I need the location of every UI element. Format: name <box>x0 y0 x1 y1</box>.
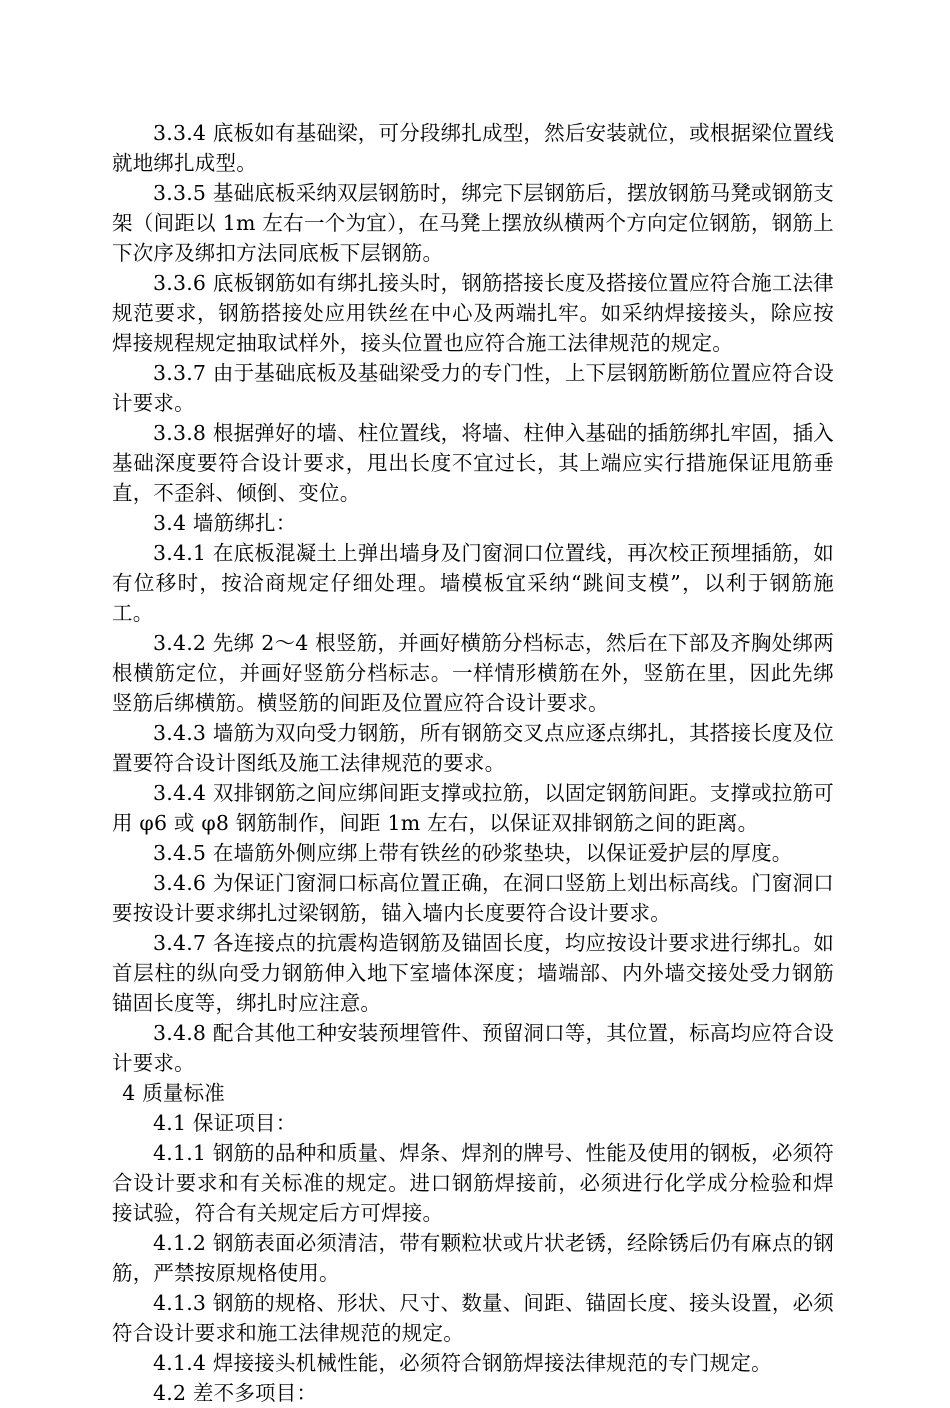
paragraph-3-4-3: 3.4.3 墙筋为双向受力钢筋，所有钢筋交叉点应逐点绑扎，其搭接长度及位置要符合设计图纸及施工法律规范的要求。 <box>112 721 834 775</box>
paragraph-3-4-5: 3.4.5 在墙筋外侧应绑上带有铁丝的砂浆垫块，以保证爱护层的厚度。 <box>153 841 793 865</box>
paragraph-3-4-4: 3.4.4 双排钢筋之间应绑间距支撑或拉筋，以固定钢筋间距。支撑或拉筋可用 φ6 或 φ8 钢筋制作，间距 1m 左右，以保证双排钢筋之间的距离。 <box>112 781 834 835</box>
paragraph-4-1-2: 4.1.2 钢筋表面必须清洁，带有颗粒状或片状老锈，经除锈后仍有麻点的钢筋，严禁按原规格使用。 <box>112 1231 834 1285</box>
document-page <box>112 118 834 1408</box>
paragraph-4-1-4: 4.1.4 焊接接头机械性能，必须符合钢筋焊接法律规范的专门规定。 <box>153 1351 772 1375</box>
paragraph-3-4-8: 3.4.8 配合其他工种安装预埋管件、预留洞口等，其位置，标高均应符合设计要求。 <box>112 1021 834 1075</box>
paragraph-3-4-2: 3.4.2 先绑 2～4 根竖筋，并画好横筋分档标志，然后在下部及齐胸处绑两根横筋定位，并画好竖筋分档标志。一样情形横筋在外，竖筋在里，因此先绑竖筋后绑横筋。横竖筋的间距及位置应符合设计要求。 <box>112 631 834 715</box>
chapter-heading-4: 4 质量标准 <box>122 1081 226 1105</box>
section-heading-4-2: 4.2 差不多项目： <box>153 1381 318 1405</box>
paragraph-3-4-7: 3.4.7 各连接点的抗震构造钢筋及锚固长度，均应按设计要求进行绑扎。如首层柱的纵向受力钢筋伸入地下室墙体深度；墙端部、内外墙交接处受力钢筋锚固长度等，绑扎时应注意。 <box>112 931 834 1015</box>
paragraph-3-3-6: 3.3.6 底板钢筋如有绑扎接头时，钢筋搭接长度及搭接位置应符合施工法律规范要求，钢筋搭接处应用铁丝在中心及两端扎牢。如采纳焊接接头，除应按焊接规程规定抽取试样外，接头位置也应符合施工法律规范的规定。 <box>112 271 834 355</box>
paragraph-3-4-1: 3.4.1 在底板混凝土上弹出墙身及门窗洞口位置线，再次校正预埋插筋，如有位移时，按洽商规定仔细处理。墙模板宜采纳“跳间支模”，以利于钢筋施工。 <box>112 541 834 625</box>
section-heading-4-1: 4.1 保证项目： <box>153 1111 297 1135</box>
paragraph-3-3-5: 3.3.5 基础底板采纳双层钢筋时，绑完下层钢筋后，摆放钢筋马凳或钢筋支架（间距以 1m 左右一个为宜），在马凳上摆放纵横两个方向定位钢筋，钢筋上下次序及绑扣方法同底板下层钢筋。 <box>112 181 834 265</box>
section-heading-3-4: 3.4 墙筋绑扎： <box>153 511 297 535</box>
paragraph-3-3-4: 3.3.4 底板如有基础梁，可分段绑扎成型，然后安装就位，或根据梁位置线就地绑扎成型。 <box>112 121 834 175</box>
paragraph-3-4-6: 3.4.6 为保证门窗洞口标高位置正确，在洞口竖筋上划出标高线。门窗洞口要按设计要求绑扎过梁钢筋，锚入墙内长度要符合设计要求。 <box>112 871 834 925</box>
paragraph-3-3-8: 3.3.8 根据弹好的墙、柱位置线，将墙、柱伸入基础的插筋绑扎牢固，插入基础深度要符合设计要求，甩出长度不宜过长，其上端应实行措施保证甩筋垂直，不歪斜、倾倒、变位。 <box>112 421 834 505</box>
paragraph-4-1-1: 4.1.1 钢筋的品种和质量、焊条、焊剂的牌号、性能及使用的钢板，必须符合设计要求和有关标准的规定。进口钢筋焊接前，必须进行化学成分检验和焊接试验，符合有关规定后方可焊接。 <box>112 1141 834 1225</box>
paragraph-3-3-7: 3.3.7 由于基础底板及基础梁受力的专门性，上下层钢筋断筋位置应符合设计要求。 <box>112 361 834 415</box>
paragraph-4-1-3: 4.1.3 钢筋的规格、形状、尺寸、数量、间距、锚固长度、接头设置，必须符合设计要求和施工法律规范的规定。 <box>112 1291 834 1345</box>
